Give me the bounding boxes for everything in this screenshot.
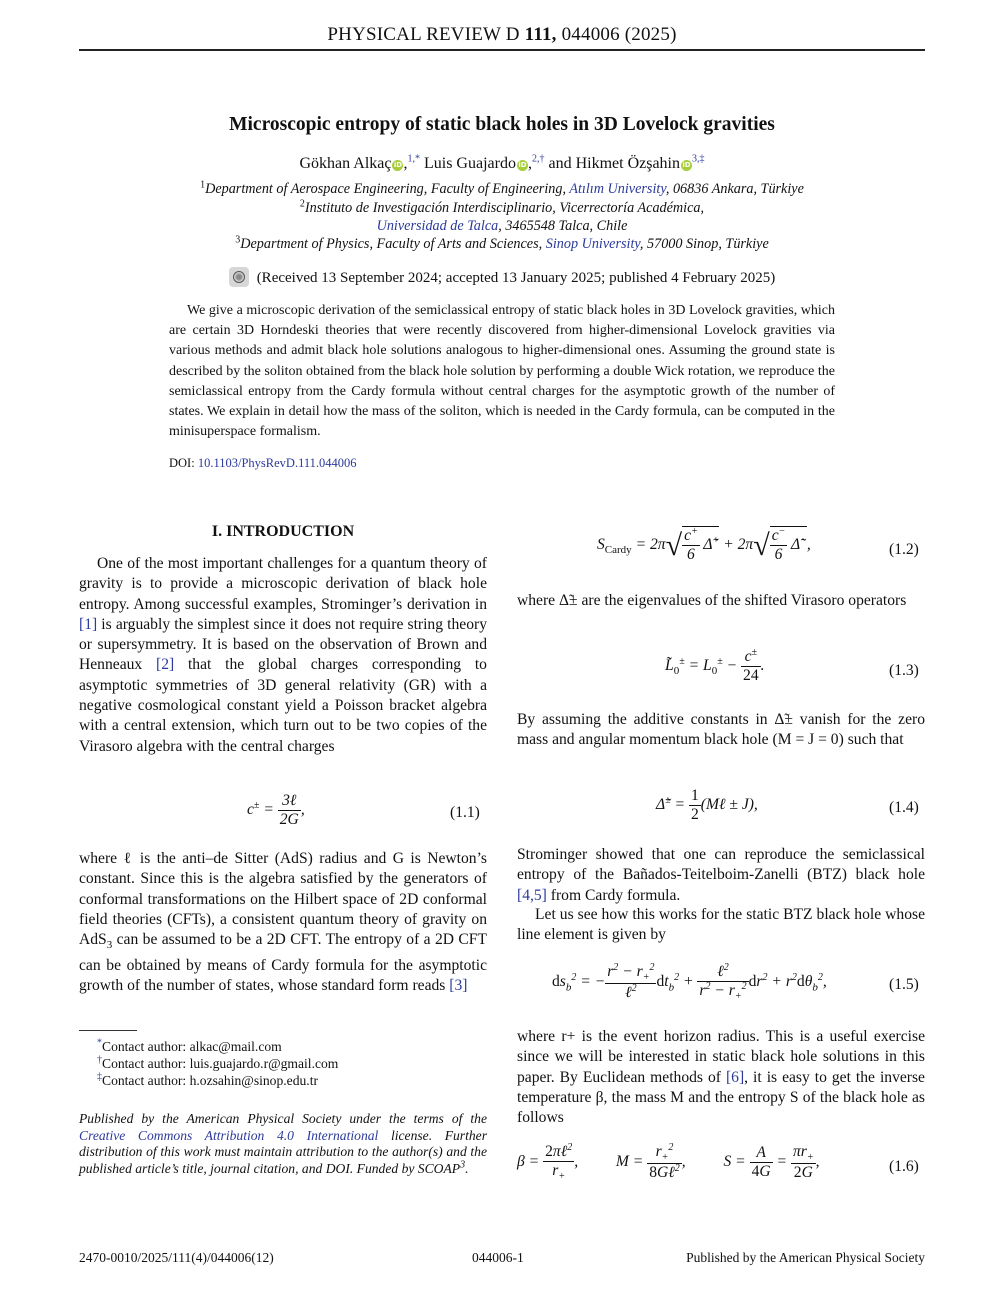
- footnote: ‡Contact author: h.ozsahin@sinop.edu.tr: [97, 1071, 319, 1088]
- equation-1-2: $S_{Cardy} = 2\pi√$ $\frac{c^+}{6}$ Δ̃+ + 2π√ $\frac{c^-}{6}$ Δ̃−,: [597, 525, 811, 563]
- affiliation-link[interactable]: Universidad de Talca: [376, 218, 499, 234]
- equation-number: (1.4): [889, 799, 919, 816]
- journal-volume: 111,: [524, 24, 557, 45]
- equation-number: (1.5): [889, 976, 919, 993]
- orcid-icon[interactable]: iD: [682, 161, 691, 169]
- header-rule: [79, 49, 925, 51]
- affiliation-1: $^1$Department of Aerospace Engineering, Faculty of Engineering, Atılım University, 06836 Ankara, Türkiye: [200, 179, 804, 197]
- affiliation-2: $^2$Instituto de Investigación Interdisciplinario, Vicerrectoría Académica,: [299, 198, 705, 216]
- citation-link[interactable]: [4,5]: [517, 886, 547, 904]
- license-statement: Published by the American Physical Society under the terms of the Creative Commons Attribution 4.0 International license. Further distribution of this work must maintain attribution to the author(s) and the published article’s title, journal citation, and DOI. Funded by SCOAP$^3$.: [79, 1111, 487, 1176]
- section-heading: I. INTRODUCTION: [211, 523, 355, 540]
- author-affil-sup[interactable]: 1,*: [407, 153, 420, 165]
- journal-name: PHYSICAL REVIEW D: [327, 24, 520, 45]
- running-header: [79, 24, 925, 46]
- footer-publisher: Published by the American Physical Society: [686, 1250, 925, 1265]
- equation-1-6: β = $\frac{2\pi\ell^2}{r_+}$ , M = $\frac{r_+^2}{8G\ell^2}$ , S = $\frac{A}{4G}$ = $\frac{\pi r_+}{2G}$ ,: [517, 1141, 820, 1183]
- citation-link[interactable]: [3]: [449, 976, 468, 994]
- equation-1-1: c± = $\frac{\text{3ℓ}}{2G}$ ,: [247, 792, 305, 828]
- paragraph-additive-constants: By assuming the additive constants in Δ̃± vanish for the zero mass and angular momentum black hole (M = J = 0) such that: [517, 711, 925, 749]
- check-for-updates-icon[interactable]: [229, 267, 249, 287]
- article-number: 044006 (2025): [561, 24, 677, 45]
- citation-link[interactable]: [2]: [156, 656, 175, 674]
- affiliation-3: $^3$Department of Physics, Faculty of Arts and Sciences, Sinop University, 57000 Sinop, Türkiye: [235, 234, 769, 252]
- orcid-icon[interactable]: iD: [393, 161, 403, 169]
- footer-page: 044006-1: [472, 1250, 524, 1265]
- affiliation-link[interactable]: Sinop University: [545, 236, 640, 252]
- doi-label: DOI:: [169, 456, 195, 470]
- doi-link[interactable]: 10.1103/PhysRevD.111.044006: [197, 456, 357, 470]
- equation-1-3: $L̃_0^\pm = L_0^\pm$ − $\frac{c^\pm}{24}$ .: [665, 646, 765, 684]
- intro-paragraph-1: One of the most important challenges for a quantum theory of gravity is to provide a microscopic derivation of black hole entropy. Among successful examples, Strominger’s derivation in [1] is arguably the simplest since it does not require string theory or supersymmetry. It is based on the observation of Brown and Henneaux [2] that the global charges corresponding to asymptotic symmetries of 3D general relativity (GR) with a negative cosmological constant yield a Poisson bracket algebra with a central extension, which turn out to be two copies of the Virasoro algebra with the central charges: [79, 555, 487, 755]
- intro-paragraph-2: where ℓ is the anti–de Sitter (AdS) radius and G is Newton’s constant. Since this is the algebra satisfied by the generators of conformal transformations on the Hilbert space of 2D conformal field theories (CFTs), a consistent quantum theory of gravity on AdS$_3$ can be assumed to be a 2D CFT. The entropy of a 2D CFT can be obtained by means of Cardy formula for the asymptotic growth of the number of states, whose standard form reads [3]: [79, 850, 487, 994]
- affiliation-2-line2: Universidad de Talca, 3465548 Talca, Chile: [376, 218, 628, 234]
- equation-number: (1.6): [889, 1158, 919, 1175]
- author-affil-sup[interactable]: 2,†: [531, 153, 545, 165]
- equation-1-4: Δ̃± = $\frac{1}{2}$ (Mℓ ± J),: [656, 787, 758, 823]
- footnote: *Contact author: alkac@mail.com: [97, 1037, 282, 1054]
- footnotes: [79, 1038, 505, 1089]
- equation-number: (1.2): [889, 541, 919, 558]
- paragraph-strominger: Strominger showed that one can reproduce the semiclassical entropy of the Bañados-Teitelboim-Zanelli (BTZ) black hole [4,5] from Cardy formula.: [517, 846, 925, 904]
- affiliation-link[interactable]: Atılım University: [569, 181, 666, 197]
- footnote: †Contact author: luis.guajardo.r@gmail.com: [97, 1054, 339, 1071]
- author-list: Gökhan Alkaç iD,$^{1,*}$ Luis Guajardo iD,$^{2,\dagger}$ and Hikmet Özşahin $iD^{3,\ddagger}$: [299, 153, 705, 172]
- paragraph-euclidean: where r+ is the event horizon radius. This is a useful exercise since we will be interested in static black hole solutions in this paper. By Euclidean methods of [6], it is easy to get the inverse temperature β, the mass M and the entropy S of the black hole as follows: [517, 1028, 925, 1127]
- license-link[interactable]: Creative Commons Attribution 4.0 International: [79, 1127, 379, 1143]
- citation-link[interactable]: [1]: [79, 615, 98, 633]
- footer-issn: 2470-0010/2025/111(4)/044006(12): [79, 1250, 274, 1265]
- received-dates: (Received 13 September 2024; accepted 13 January 2025; published 4 February 2025): [79, 267, 925, 287]
- equation-number: (1.3): [889, 662, 919, 679]
- footnote-rule: [79, 1030, 137, 1031]
- author-affil-sup[interactable]: 3,‡: [692, 153, 705, 165]
- orcid-icon[interactable]: iD: [518, 161, 527, 169]
- citation-link[interactable]: [6]: [725, 1068, 745, 1086]
- author-name: Gökhan Alkaç: [299, 155, 392, 172]
- author-name: Luis Guajardo: [423, 155, 516, 172]
- equation-number: (1.1): [450, 804, 480, 821]
- doi-line: [169, 456, 357, 471]
- paper-title: Microscopic entropy of static black holes in 3D Lovelock gravities: [229, 114, 775, 135]
- paragraph-btz: Let us see how this works for the static BTZ black hole whose line element is given by: [517, 906, 925, 944]
- paragraph-shifted-virasoro: where Δ̃± are the eigenvalues of the shifted Virasoro operators: [517, 592, 907, 609]
- abstract: We give a microscopic derivation of the semiclassical entropy of static black holes in 3D Lovelock gravities, which are certain 3D Horndeski theories that were recently discovered from higher-dimensional Lovelock gravities via various methods and admit black hole solutions analogous to higher-dimensional ones. Assuming the ground state is described by the soliton obtained from the black hole solution by performing a double Wick rotation, we reproduce the semiclassical entropy from the Cardy formula without central charges for the asymptotic growth of the number of states. We explain in detail how the mass of the soliton, which is needed in the Cardy formula, can be computed in the minisuperspace formalism.: [169, 303, 835, 440]
- equation-1-5: $ds_b^2$ = − $\frac{r^2 - r_+^2}{\ell^2}$ $dt_b^2$ + $\frac{\ell^2}{r^2 - r_+^2}$ $dr^2 + r^2d\theta_b^2$,: [552, 961, 827, 1003]
- author-name: and Hikmet Özşahin: [548, 155, 680, 172]
